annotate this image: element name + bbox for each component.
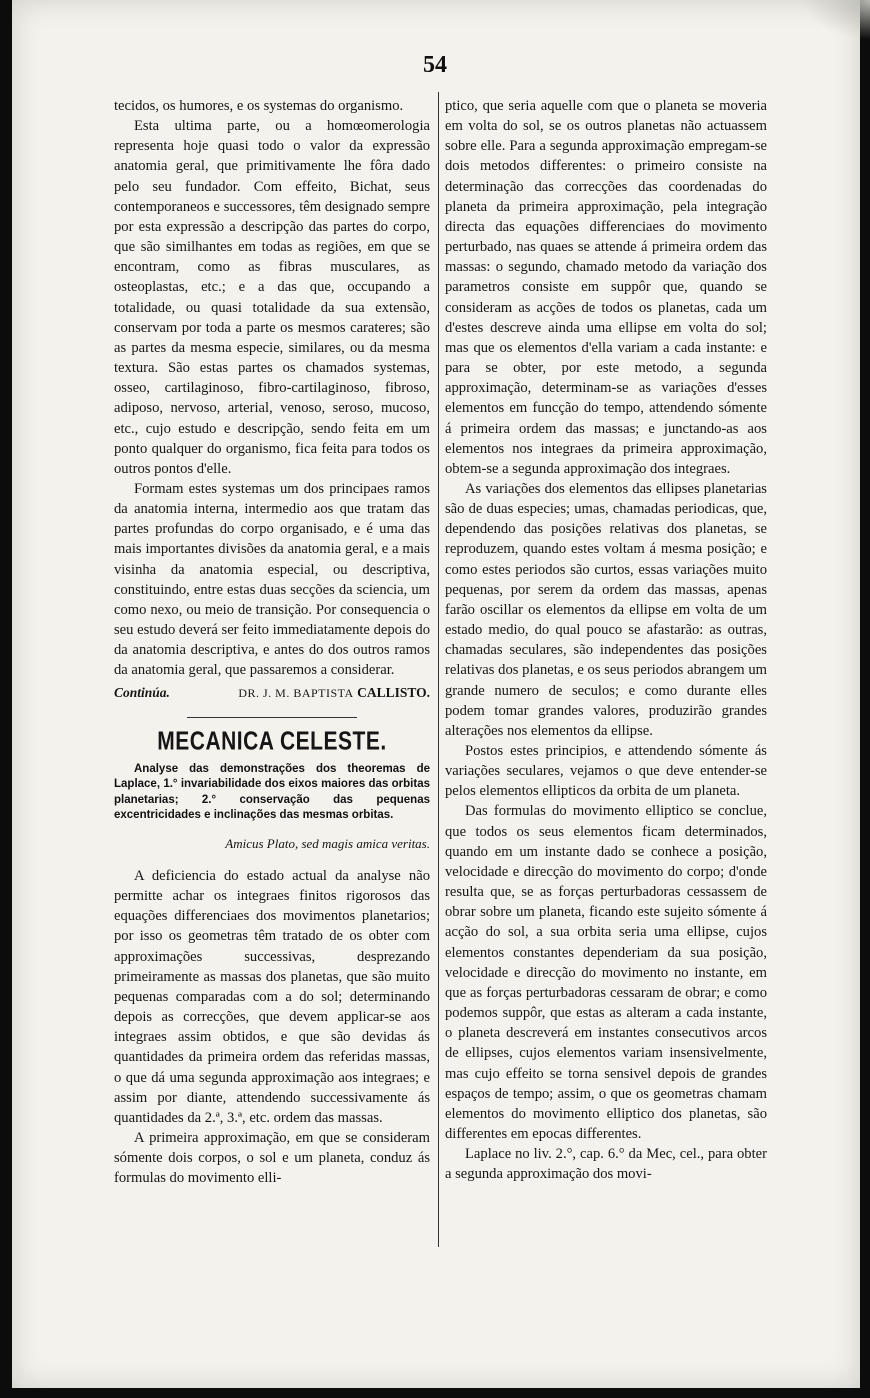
epigraph: Amicus Plato, sed magis amica veritas. (225, 835, 430, 851)
article-summary: Analyse das demonstrações dos theoremas de Laplace, 1.° invariabilidade dos eixos maiores das orbitas planetarias; 2.° conservação das pequenas excentricidades e inclinações das mesmas orbitas. (114, 762, 430, 822)
paper-stain (802, 0, 870, 40)
section-divider (187, 717, 357, 718)
paragraph: Esta ultima parte, ou a homœomerologia representa hoje quasi todo o valor da expressão anatomia geral, que primitivamente lhe fôra dado pelo seu fundador. Com effeito, Bichat, seus contemporaneos e successores, têm designado sempre por esta expressão a descripção das partes do corpo, que são similhantes em todas as regiões, em que se encontram, como as fibras musculares, as osteoplastas, etc.; e a das que, occupando a totalidade, ou quasi totalidade da sua extensão, conservam por toda a parte os mesmos carateres; são as partes da mesma especie, similares, ou da mesma textura. São estas partes os chamados systemas, osseo, cartilaginoso, fibro-cartilaginoso, fibroso, adiposo, nervoso, arterial, venoso, seroso, mucoso, etc., cujo estudo e descripção, sendo feita em um ponto qualquer do organismo, fica feita para todos os outros pontos d'elle. (114, 118, 430, 477)
paragraph: Das formulas do movimento elliptico se conclue, que todos os seus elementos ficam determinados, quando em um instante dado se conhece a posição, velocidade e direcção do movimento do corpo; d'onde resulta que, se as forças perturbadoras cessassem de obrar sobre um planeta, ficando este sujeito sómente á acção do sol, a sua orbita seria uma ellipse, cujos elementos constantes dependeriam da sua posição, velocidade e direcção do movimento no instante, em que as forças perturbadoras cessaram de obrar; e como podemos suppôr, que estas as alteram a cada instante, o planeta descreverá em instantes consecutivos arcos de ellipses, cujos elementos variam insensivelmente, mas cujo effeito se torna sensivel depois de grandes espaços de tempo; assim, o que os geometras chamam elementos do movimento elliptico dos planetas, são differentes em epocas differentes. (445, 803, 767, 1142)
author-prefix: DR. J. M. BAPTISTA (238, 685, 354, 700)
paragraph: Postos estes principios, e attendendo sómente ás variações seculares, vejamos o que deve entender-se pelos elementos ellipticos da orbita de um planeta. (445, 743, 767, 800)
page-number: 54 (423, 52, 447, 78)
paragraph: ptico, que seria aquelle com que o planeta se moveria em volta do sol, se os outros planetas não actuassem sobre elle. Para a segunda approximação empregam-se dois metodos differentes: o primeiro consiste na determinação das correcções das coordenadas do planeta da primeira approximação, pela integração directa das equações differenciaes do movimento perturbado, nas quaes se attende á primeira ordem das massas: o segundo, chamado metodo da variação dos parametros consiste em suppôr que, quando se consideram as acções de todos os planetas, cada um d'estes descreve ainda uma ellipse em volta do sol; mas que os elementos d'ella variam a cada instante: e para se obter, por este metodo, a segunda approximação, determinam-se as variações d'esses elementos em funcção do tempo, attendendo sómente á primeira ordem das massas; e junctando-as aos elementos nos integraes da primeira approximação, obtem-se a segunda approximação dos integraes. (445, 98, 767, 477)
right-column (445, 96, 767, 1184)
paragraph: As variações dos elementos das ellipses planetarias são de duas especies; umas, chamadas periodicas, que, dependendo das posições relativas dos planetas, se reproduzem, quando estes voltam á mesma posição; e como estes periodos são curtos, essas variações muito pequenas, por serem da ordem das massas, apenas farão oscillar os elementos da ellipse em volta de um estado medio, do qual pouco se afastarão: as outras, chamadas seculares, são independentes das posições relativas dos planetas, e os seus periodos abrangem um grande numero de seculos; e como durante elles podem tomar grandes valores, produzirão grandes alterações nos elementos da ellipse. (445, 480, 767, 739)
paragraph: A primeira approximação, em que se consideram sómente dois corpos, o sol e um planeta, conduz ás formulas do movimento elli- (114, 1130, 430, 1187)
paragraph: A deficiencia do estado actual da analyse não permitte achar os integraes finitos rigorosos das equações differenciaes dos movimentos planetarios; por isso os geometras têm tratado de os obter com approximações successivas, desprezando primeiramente as massas dos planetas, que são muito pequenas comparadas com a do sol; determinando depois as correcções, que devem applicar-se aos integraes assim obtidos, e que são devidas ás quantidades da primeira ordem das referidas massas, o que dá uma segunda approximação aos integraes; e assim por diante, attendendo successivamente ás quantidades da 2.ª, 3.ª, etc. ordem das massas. (114, 868, 430, 1126)
author (238, 683, 430, 703)
section-title: MECANICA CELESTE. (157, 726, 387, 756)
paragraph: tecidos, os humores, e os systemas do organismo. (114, 98, 404, 114)
column-rule (438, 92, 439, 1247)
left-column (114, 96, 430, 1189)
continuation-note: Continúa. (114, 684, 170, 700)
article-signature (114, 683, 430, 703)
author-name: CALLISTO. (357, 684, 430, 700)
paragraph: Laplace no liv. 2.°, cap. 6.° da Mec, cel., para obter a segunda approximação dos movi- (445, 1146, 767, 1183)
paragraph: Formam estes systemas um dos principaes ramos da anatomia interna, intermedio aos que tratam das partes profundas do corpo organisado, e é uma das mais importantes divisões da anatomia geral, e a mais visinha da anatomia especial, ou descriptiva, constituindo, entre estas duas secções da sciencia, um como nexo, ou meio de transição. Por consequencia o seu estudo deverá ser feito immediatamente depois do da anatomia descriptiva, e antes do dos outros ramos da anatomia geral, que passaremos a considerar. (114, 480, 430, 679)
